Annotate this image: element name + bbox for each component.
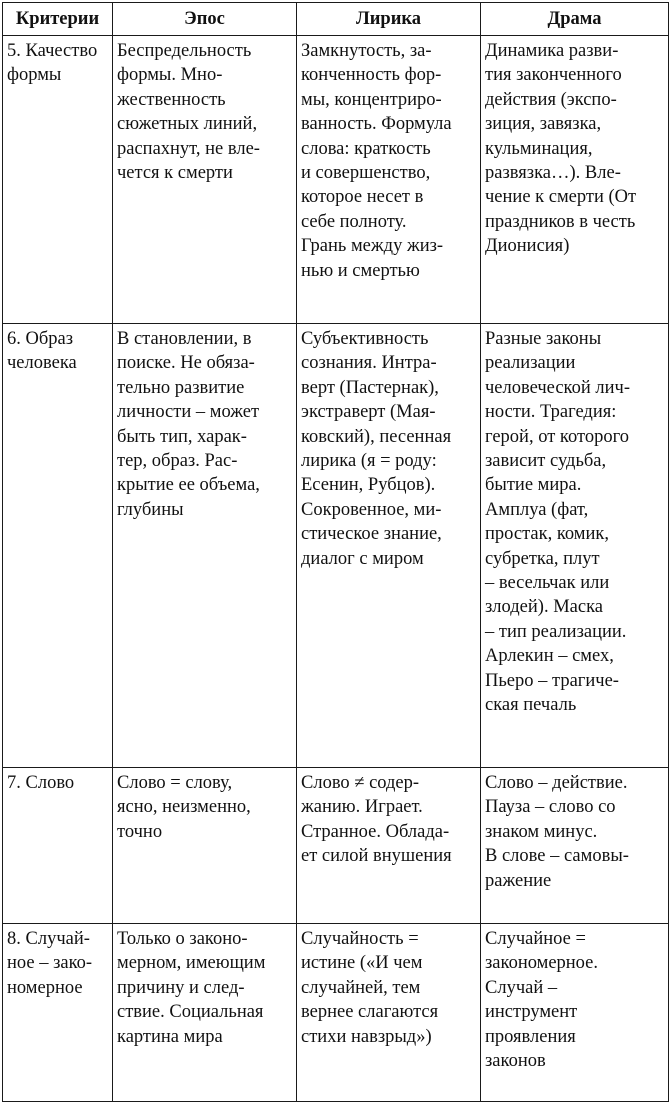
table-header bbox=[3, 3, 669, 36]
cell-text: Слово – действие. Пауза – слово со знаком минус. В слове – самовы- ражение bbox=[485, 773, 629, 891]
table-cell bbox=[481, 924, 669, 1102]
table-cell bbox=[297, 324, 481, 768]
table-cell bbox=[113, 324, 297, 768]
cell-text: 7. Слово bbox=[7, 773, 75, 793]
cell-text: Субъективность сознания. Интра- верт (Пастернак), экстраверт (Мая- ковский), песенная лирика (я = роду: Есенин, Рубцов). Сокровенное, ми- стическое знание, диалог с миром bbox=[301, 329, 452, 569]
table-cell bbox=[113, 36, 297, 324]
cell-text: Динамика разви- тия законченного действия (экспо- зиция, завязка, кульминация, развязка…). Вле- чение к смерти (От праздников в честь Дионисия) bbox=[485, 41, 637, 257]
cell-text: 5. Качество формы bbox=[7, 41, 98, 86]
cell-text: Случайное = закономерное. Случай – инструмент проявления законов bbox=[485, 929, 598, 1072]
table-body bbox=[3, 36, 669, 1102]
cell-text: Разные законы реализации человеческой лич- ности. Трагедия: герой, от которого зависит судьба, бытие мира. Амплуа (фат, простак, комик, субретка, плут – весельчак или злодей). Маска – тип реализации. Арлекин – смех, Пьеро – трагиче- ская печаль bbox=[485, 329, 630, 716]
cell-text: Слово = слову, ясно, неизменно, точно bbox=[117, 773, 251, 842]
table-cell bbox=[481, 768, 669, 924]
table-cell bbox=[3, 36, 113, 324]
header-criteria: Критерии bbox=[3, 3, 113, 36]
header-lyric: Лирика bbox=[297, 3, 481, 36]
table-row bbox=[3, 36, 669, 324]
cell-text: Только о законо- мерном, имеющим причину и след- ствие. Социальная картина мира bbox=[117, 929, 266, 1047]
table-row bbox=[3, 324, 669, 768]
table-cell bbox=[113, 768, 297, 924]
table-cell bbox=[481, 324, 669, 768]
header-row bbox=[3, 3, 669, 36]
cell-text: 8. Случай- ное – зако- номерное bbox=[7, 929, 93, 998]
cell-text: Слово ≠ содер- жанию. Играет. Странное. Облада- ет силой внушения bbox=[301, 773, 452, 867]
header-epic: Эпос bbox=[113, 3, 297, 36]
table-row bbox=[3, 768, 669, 924]
table-cell bbox=[113, 924, 297, 1102]
table-row bbox=[3, 924, 669, 1102]
table-cell bbox=[3, 324, 113, 768]
table-cell bbox=[481, 36, 669, 324]
cell-text: Случайность = истине («И чем случайней, тем вернее слагаются стихи навзрыд») bbox=[301, 929, 439, 1047]
cell-text: 6. Образ человека bbox=[7, 329, 77, 374]
table-cell bbox=[3, 924, 113, 1102]
table-cell bbox=[297, 924, 481, 1102]
cell-text: Беспредельность формы. Мно- жественность сюжетных линий, распахнут, не вле- чется к смерти bbox=[117, 41, 260, 184]
cell-text: В становлении, в поиске. Не обяза- тельно развитие личности – может быть тип, харак- тер, образ. Рас- крытие ее объема, глубины bbox=[117, 329, 260, 520]
table-cell bbox=[297, 768, 481, 924]
header-drama: Драма bbox=[481, 3, 669, 36]
cell-text: Замкнутость, за- конченность фор- мы, концентриро- ванность. Формула слова: краткость и совершенство, которое несет в себе полноту. Грань между жиз- нью и смертью bbox=[301, 41, 452, 281]
table-cell bbox=[297, 36, 481, 324]
table-cell bbox=[3, 768, 113, 924]
comparison-table bbox=[2, 2, 669, 1102]
